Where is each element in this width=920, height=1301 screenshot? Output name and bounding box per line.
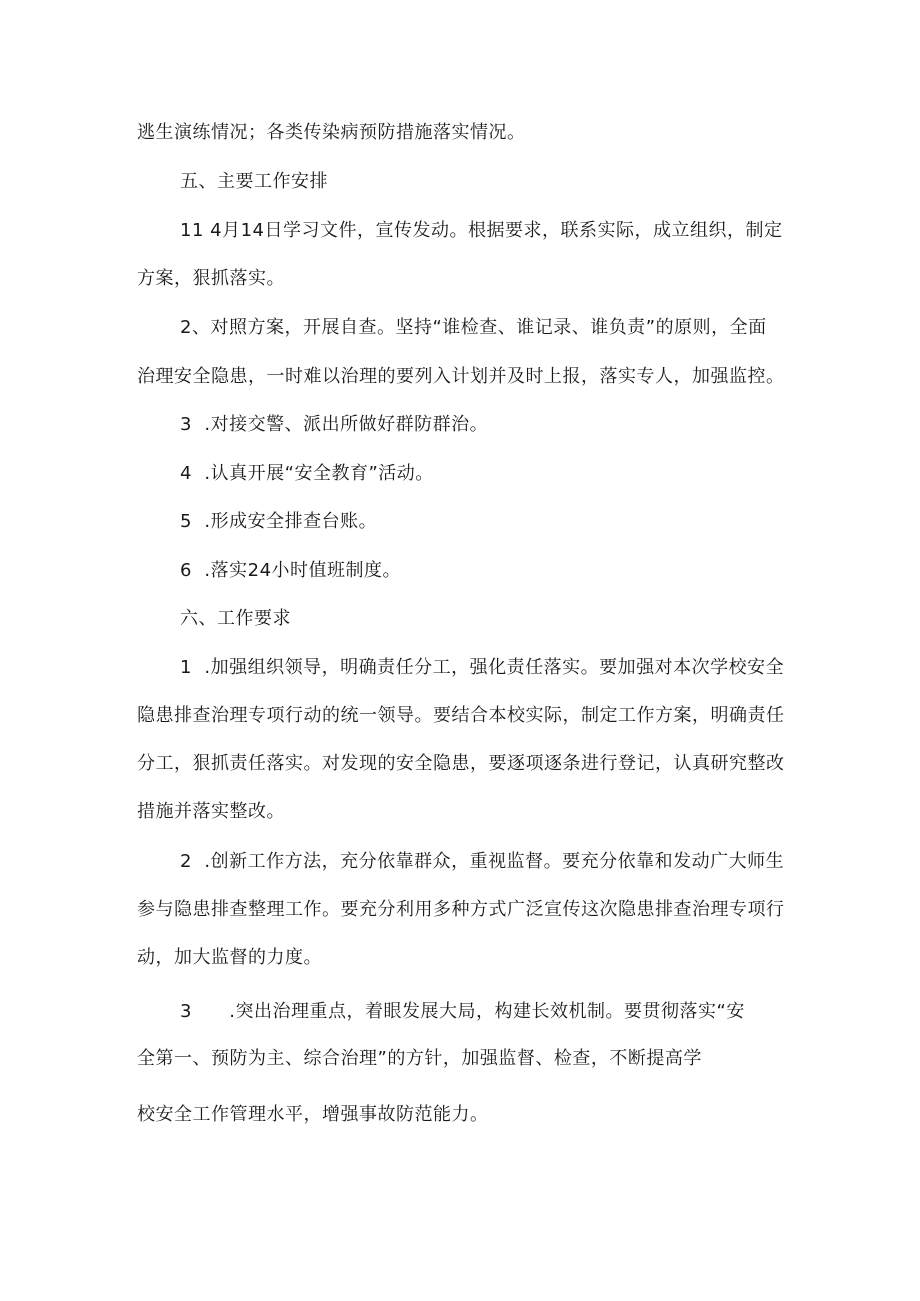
section-heading-5: 五、主要工作安排 [180,171,328,192]
paragraph-line-17: 参与隐患排查整理工作。要充分利用多种方式广泛宣传这次隐患排查治理专项行 [137,899,785,920]
paragraph-line-14: 分工，狠抓责任落实。对发现的安全隐患，要逐项逐条进行登记，认真研究整改 [137,753,785,774]
paragraph-line-19: 3 .突出治理重点，着眼发展大局，构建长效机制。要贯彻落实“安 [180,1001,745,1022]
paragraph-line-8: 4 .认真开展“安全教育”活动。 [180,463,434,484]
paragraph-line-4: 方案，狠抓落实。 [137,268,285,289]
paragraph-line-20: 全第一、预防为主、综合治理”的方针，加强监督、检查，不断提高学 [137,1048,702,1069]
paragraph-line-9: 5 .形成安全排查台账。 [180,511,378,532]
paragraph-line-15: 措施并落实整改。 [137,801,285,822]
paragraph-line-10: 6 .落实24小时值班制度。 [180,560,402,581]
paragraph-line-6: 治理安全隐患，一时难以治理的要列入计划并及时上报，落实专人，加强监控。 [137,366,785,387]
paragraph-line-3: 11 4月14日学习文件，宣传发动。根据要求，联系实际，成立组织，制定 [180,220,783,241]
paragraph-line-16: 2 .创新工作方法，充分依靠群众，重视监督。要充分依靠和发动广大师生 [180,851,785,872]
paragraph-line-1: 逃生演练情况；各类传染病预防措施落实情况。 [137,122,526,143]
section-heading-6: 六、工作要求 [180,608,291,629]
paragraph-line-13: 隐患排查治理专项行动的统一领导。要结合本校实际，制定工作方案，明确责任 [137,705,785,726]
paragraph-line-18: 动，加大监督的力度。 [137,947,322,968]
paragraph-line-12: 1 .加强组织领导，明确责任分工，强化责任落实。要加强对本次学校安全 [180,657,785,678]
paragraph-line-5: 2、对照方案，开展自查。坚持“谁检查、谁记录、谁负责”的原则，全面 [180,317,767,338]
paragraph-line-21: 校安全工作管理水平，增强事故防范能力。 [137,1104,489,1125]
paragraph-line-7: 3 .对接交警、派出所做好群防群治。 [180,414,489,435]
